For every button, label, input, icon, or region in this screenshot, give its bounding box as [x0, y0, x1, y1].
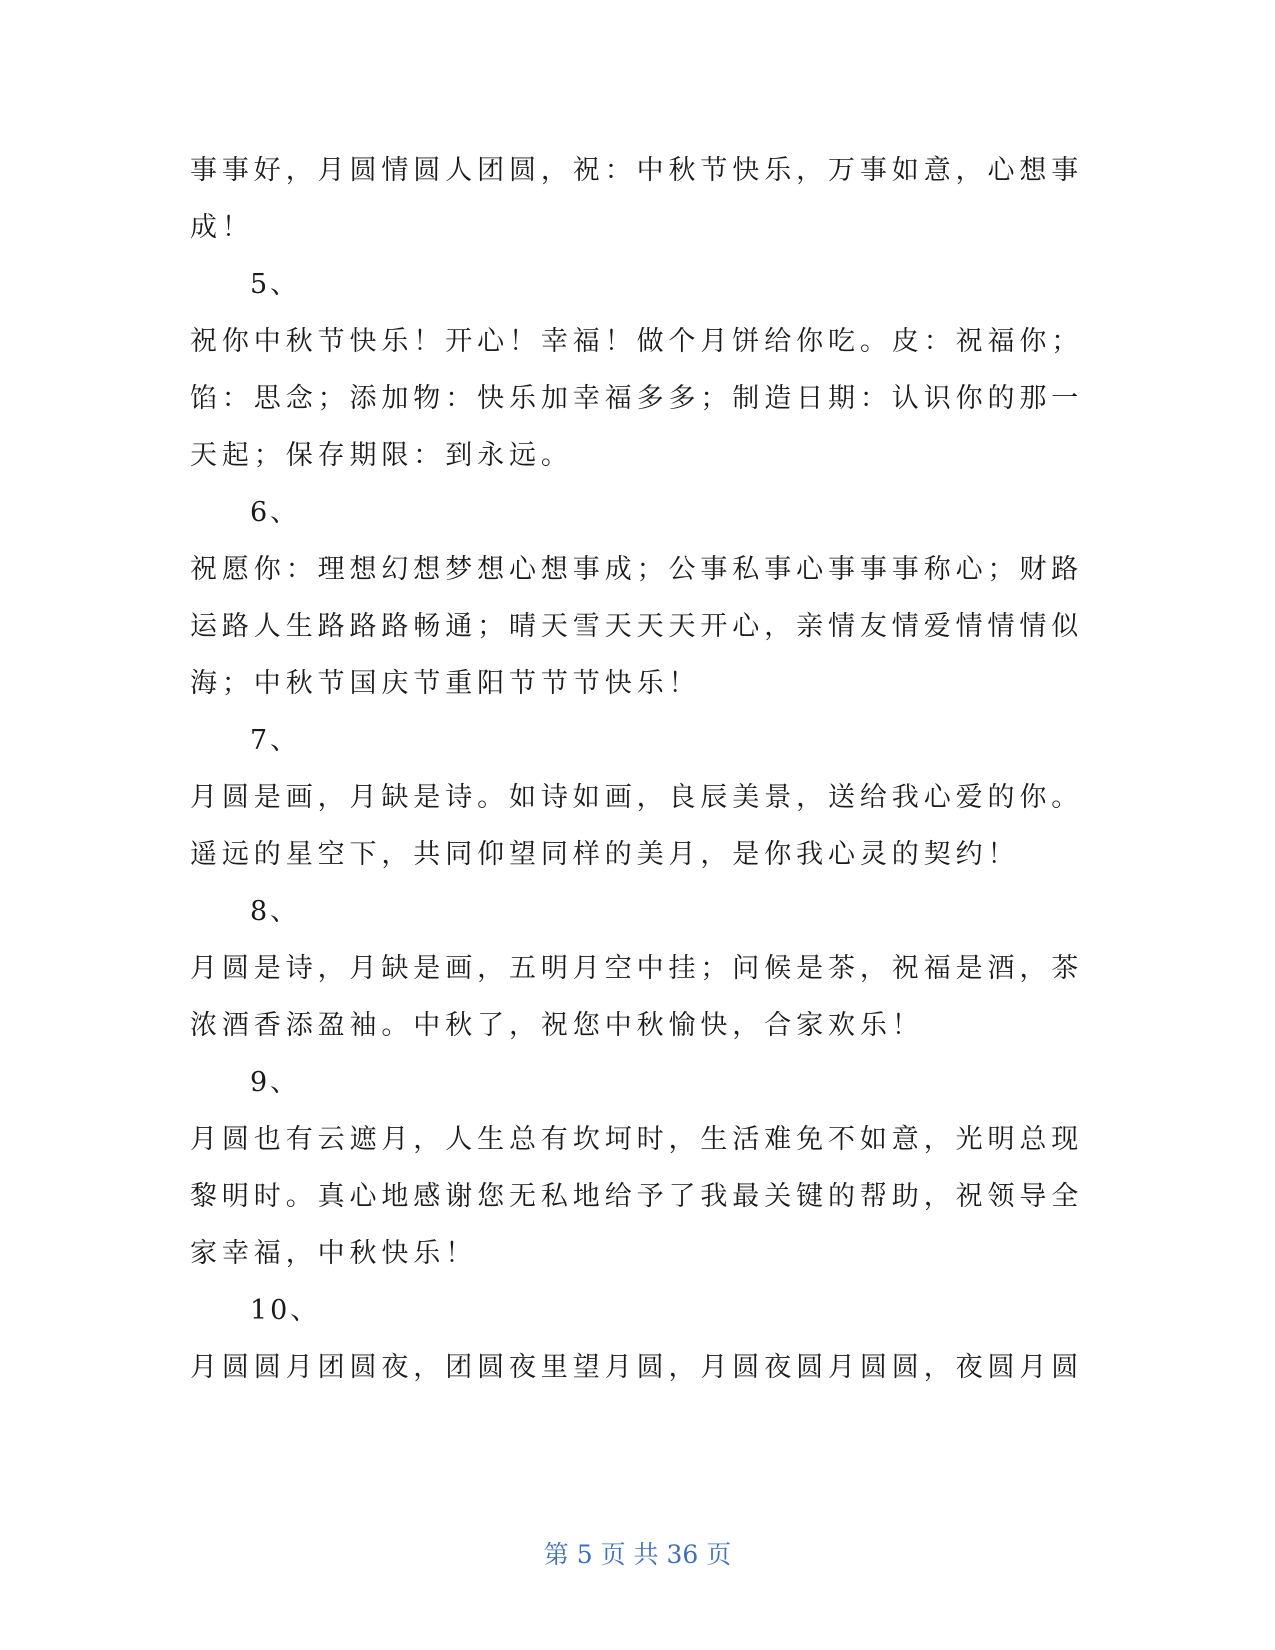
paragraph-line: 家幸福，中秋快乐！: [190, 1238, 478, 1269]
paragraph-line: 遥远的星空下，共同仰望同样的美月，是你我心灵的契约！: [190, 839, 1020, 870]
paragraph-line: 月圆圆月团圆夜，团圆夜里望月圆，月圆夜圆月圆圆，夜圆月圆: [190, 1352, 1084, 1383]
item-number: 10、: [250, 1295, 321, 1326]
item-number: 6、: [250, 497, 301, 528]
paragraph-line: 馅：思念；添加物：快乐加幸福多多；制造日期：认识你的那一: [190, 383, 1084, 414]
paragraph-line: 浓酒香添盈袖。中秋了，祝您中秋愉快，合家欢乐！: [190, 1010, 924, 1041]
paragraph-line: 月圆是画，月缺是诗。如诗如画，良辰美景，送给我心爱的你。: [190, 782, 1084, 813]
paragraph-line: 祝愿你：理想幻想梦想心想事成；公事私事心事事事称心；财路: [190, 554, 1084, 585]
item-number: 9、: [250, 1067, 301, 1098]
item-number: 5、: [250, 269, 301, 300]
paragraph-line: 天起；保存期限：到永远。: [190, 440, 573, 471]
item-number: 8、: [250, 896, 301, 927]
paragraph-line: 月圆也有云遮月，人生总有坎坷时，生活难免不如意，光明总现: [190, 1124, 1084, 1155]
item-number: 7、: [250, 725, 301, 756]
paragraph-line: 月圆是诗，月缺是画，五明月空中挂；问候是茶，祝福是酒，茶: [190, 953, 1084, 984]
page-footer: 第 5 页 共 36 页: [543, 1540, 732, 1569]
paragraph-line: 事事好，月圆情圆人团圆，祝：中秋节快乐，万事如意，心想事: [190, 155, 1084, 186]
paragraph-line: 海；中秋节国庆节重阳节节节快乐！: [190, 668, 701, 699]
paragraph-line: 祝你中秋节快乐！开心！幸福！做个月饼给你吃。皮：祝福你；: [190, 326, 1084, 357]
paragraph-line: 运路人生路路路畅通；晴天雪天天天开心，亲情友情爱情情情似: [190, 611, 1084, 642]
paragraph-line: 成！: [190, 212, 254, 243]
paragraph-line: 黎明时。真心地感谢您无私地给予了我最关键的帮助，祝领导全: [190, 1181, 1084, 1212]
